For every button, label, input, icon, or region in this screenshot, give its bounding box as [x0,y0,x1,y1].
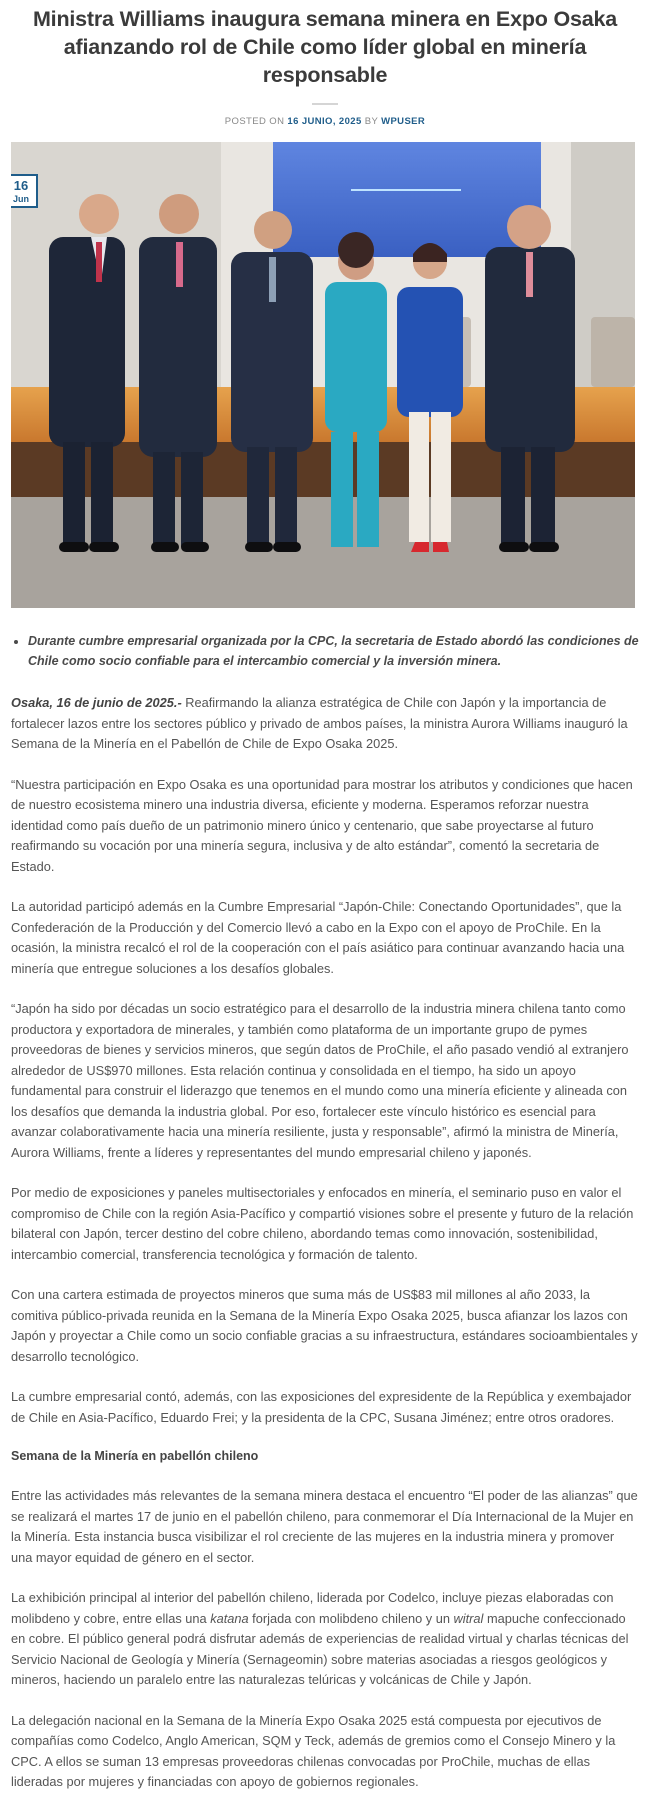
paragraph-10: La delegación nacional en la Semana de la Minería Expo Osaka 2025 está compuesta por ejecutivos de compañías como Codelco, Anglo American, SQM y Teck, además de gremios como el Consejo Minero y la CPC. A ellos se suman 13 empresas proveedoras chilenas convocadas por ProChile, muchas de ellas lideradas por mujeres y financiadas con apoyo de gobiernos regionales. [11,1712,616,1789]
witral-term: witral [453,1610,484,1626]
katana-term: katana [210,1610,249,1626]
hero-photo [11,142,635,608]
section-subheading: Semana de la Minería en pabellón chileno [11,1449,259,1463]
date-badge-day: 16 [13,178,29,193]
paragraph-9 [11,1588,639,1691]
paragraph-7: La cumbre empresarial contó, además, con las exposiciones del expresidente de la República y exembajador de Chile en Asia-Pacífico, Eduardo Frei; y la presidenta de la CPC, Susana Jiménez; entre otros oradores. [11,1389,632,1425]
by-label: BY [364,116,379,127]
title-divider [312,103,338,105]
author-link[interactable]: WPUSER [381,116,426,127]
post-meta [11,116,639,130]
paragraph-9-part-b: forjada con molibdeno chileno y un [248,1610,454,1626]
paragraph-9-part-c: mapuche confeccionado en cobre. El público general podrá disfrutar además de experiencias de realidad virtual y charlas técnicas del Servicio Nacional de Geología y Minería (Sernageomin) sobre materias asociadas a riesgos geológicos y mineros, haciendo un paralelo entre las naturalezas telúricas y volcánicas de Chile y Japón. [11,1610,629,1687]
post-date-link[interactable]: 16 JUNIO, 2025 [287,116,362,127]
paragraph-1 [11,693,639,755]
group-photo-illustration [11,142,635,608]
article-title: Ministra Williams inaugura semana minera en Expo Osaka afianzando rol de Chile como líder global en minería responsable [32,7,618,87]
paragraph-4: “Japón ha sido por décadas un socio estratégico para el desarrollo de la industria minera chilena tanto como productora y exportadora de minerales, y también como plataforma de un importante grupo de pymes proveedoras de bienes y servicios mineros, que según datos de ProChile, el año pasado vendió al extranjero alrededor de US$970 millones. Esta relación continua y consolidada en el tiempo, ha sido un apoyo fundamental para construir el liderazgo que tenemos en el mundo como una minería eficiente y alineada con los desafíos que demanda la industria global. Por eso, fortalecer este vínculo histórico es esencial para avanzar colaborativamente hacia una minería resiliente, justa y responsable”, afirmó la ministra de Minería, Aurora Williams, frente a líderes y representantes del mundo empresarial chileno y japonés. [11,1001,629,1160]
paragraph-3: La autoridad participó además en la Cumbre Empresarial “Japón-Chile: Conectando Oportunidades”, que la Confederación de la Producción y del Comercio llevó a cabo en la Expo con el apoyo de ProChile. En la ocasión, la ministra recalcó el rol de la cooperación con el país asiático para continuar avanzando hacia una minería que entregue soluciones a los desafíos globales. [11,899,625,976]
posted-on-label: POSTED ON [224,116,285,127]
summary-list [11,631,639,671]
summary-item: • Durante cumbre empresarial organizada por la CPC, la secretaria de Estado abordó las condiciones de Chile como socio confiable para el intercambio comercial y la inversión minera. [28,631,639,671]
paragraph-8: Entre las actividades más relevantes de la semana minera destaca el encuentro “El poder de las alianzas” que se realizará el martes 17 de junio en el pabellón chileno, para conmemorar el Día Internacional de la Mujer en la Minería. Esta instancia busca visibilizar el rol creciente de las mujeres en la industria minera y promover una mayor equidad de género en el sector. [11,1488,638,1565]
dateline: Osaka, 16 de junio de 2025.- [11,695,182,710]
paragraph-5: Por medio de exposiciones y paneles multisectoriales y enfocados en minería, el seminario puso en valor el compromiso de Chile con la región Asia-Pacífico y compartió visiones sobre el presente y futuro de la relación bilateral con Japón, tercer destino del cobre chileno, abordando temas como innovación, sostenibilidad, intercambio comercial, transferencia tecnológica y formación de talento. [11,1185,634,1262]
date-badge-month: Jun [12,194,29,204]
paragraph-1-text: Reafirmando la alianza estratégica de Chile con Japón y la importancia de fortalecer lazos entre los sectores público y privado de ambos países, la ministra Aurora Williams inauguró la Semana de la Minería en el Pabellón de Chile de Expo Osaka 2025. [11,695,628,751]
date-badge [11,174,38,208]
paragraph-9-part-a: La exhibición principal al interior del pabellón chileno, liderada por Codelco, incluye piezas elaboradas con molibdeno y cobre, entre ellas una [11,1590,614,1626]
paragraph-6: Con una cartera estimada de proyectos mineros que suma más de US$83 mil millones al año 2033, la comitiva público-privada reunida en la Semana de la Minería Expo Osaka 2025, busca afianzar los lazos con Japón y proyectar a Chile como un socio confiable gracias a su infraestructura, estándares socioambientales y desarrollo tecnológico. [11,1287,638,1364]
paragraph-2: “Nuestra participación en Expo Osaka es una oportunidad para mostrar los atributos y condiciones que hacen de nuestro ecosistema minero una industria diversa, eficiente y moderna. Esperamos reforzar nuestra identidad como país dueño de un patrimonio minero único y centenario, que sabe proyectarse al futuro reafirmando su vocación por una minería segura, inclusiva y de alto estándar”, comentó la secretaria de Estado. [11,776,633,874]
